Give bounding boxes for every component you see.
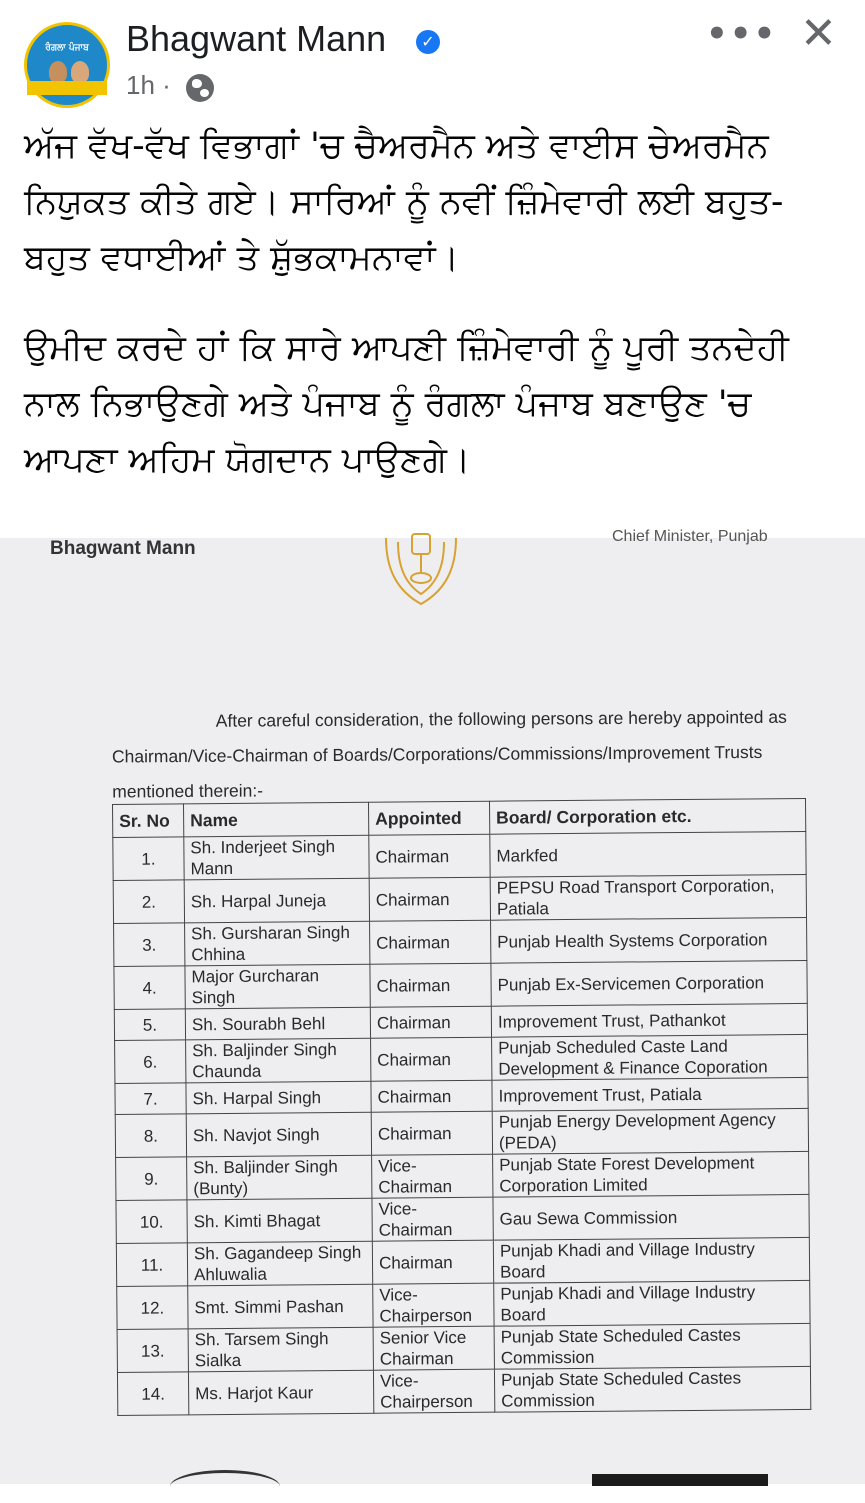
cell-board: Gau Sewa Commission [493, 1194, 809, 1240]
table-row [114, 960, 807, 1009]
cell-appointed: Chairman [371, 1080, 492, 1112]
cell-appointed: Chairman [369, 834, 490, 878]
appointments-table [112, 798, 811, 1416]
cell-sr: 1. [113, 837, 184, 881]
cell-board: Improvement Trust, Pathankot [491, 1003, 807, 1037]
table-row [117, 1280, 810, 1329]
cell-sr: 6. [115, 1040, 186, 1084]
cell-appointed: Chairman [369, 877, 490, 921]
cell-name: Sh. Inderjeet Singh Mann [184, 835, 369, 880]
cell-name: Sh. Tarsem Singh Sialka [188, 1327, 373, 1372]
cell-sr: 2. [113, 880, 184, 924]
table-row [117, 1366, 810, 1415]
cell-sr: 3. [114, 923, 185, 967]
cell-name: Major Gurcharan Singh [185, 964, 370, 1009]
cell-sr: 11. [116, 1243, 187, 1287]
verified-badge-icon: ✓ [416, 30, 440, 54]
column-header-appointed: Appointed [368, 801, 489, 835]
cell-sr: 10. [116, 1200, 187, 1244]
cell-appointed: Chairman [370, 1006, 491, 1038]
cell-sr: 7. [115, 1083, 186, 1115]
cell-sr: 14. [117, 1372, 188, 1416]
cell-name: Sh. Sourabh Behl [185, 1007, 370, 1040]
document-bottom-mark [170, 1470, 280, 1503]
document-intro [112, 700, 829, 810]
cell-sr: 13. [117, 1329, 188, 1373]
author-name[interactable]: Bhagwant Mann [126, 18, 387, 59]
state-emblem-icon [376, 528, 466, 612]
cell-name: Ms. Harjot Kaur [188, 1370, 373, 1415]
table-row [117, 1323, 810, 1372]
cell-name: Sh. Baljinder Singh (Bunty) [187, 1155, 372, 1200]
cell-board: PEPSU Road Transport Corporation, Patiala [490, 874, 806, 920]
cell-name: Sh. Gagandeep Singh Ahluwalia [187, 1241, 372, 1286]
table-row [113, 874, 806, 923]
table-row [115, 1034, 808, 1083]
meta-separator: · [162, 70, 171, 100]
cell-appointed: Vice-Chairman [372, 1197, 493, 1241]
column-header-board: Board/ Corporation etc. [489, 798, 805, 834]
cell-board: Markfed [490, 831, 806, 877]
table-row [115, 1108, 808, 1157]
post-time[interactable] [126, 70, 171, 101]
cell-appointed: Chairman [370, 963, 491, 1007]
cell-board: Punjab State Scheduled Castes Commission [494, 1366, 810, 1412]
post-text [24, 118, 844, 522]
cell-board: Punjab Health Systems Corporation [491, 917, 807, 963]
post-paragraph-1: ਅੱਜ ਵੱਖ-ਵੱਖ ਵਿਭਾਗਾਂ 'ਚ ਚੈਅਰਮੈਨ ਅਤੇ ਵਾਈਸ ਚੇਅਰਮੈਨ ਨਿਯੁਕਤ ਕੀਤੇ ਗਏ। ਸਾਰਿਆਂ ਨੂੰ ਨਵੀਂ ਜ਼ਿੰਮੇਵਾਰੀ ਲਈ ਬਹੁਤ-ਬਹੁਤ ਵਧਾਈਆਂ ਤੇ ਸ਼ੁੱਭਕਾਮਨਾਵਾਂ। [24, 126, 784, 278]
cell-board: Punjab Scheduled Caste Land Development & Finance Coporation [492, 1034, 808, 1080]
cell-name: Sh. Harpal Singh [186, 1081, 371, 1114]
cell-board: Punjab Energy Development Agency (PEDA) [492, 1108, 808, 1154]
cell-name: Sh. Baljinder Singh Chaunda [186, 1038, 371, 1083]
cell-board: Punjab State Forest Development Corporation Limited [493, 1151, 809, 1197]
cell-appointed: Vice-Chairperson [373, 1283, 494, 1327]
table-row [114, 917, 807, 966]
cell-name: Sh. Navjot Singh [186, 1112, 371, 1157]
cell-name: Smt. Simmi Pashan [188, 1284, 373, 1329]
cell-appointed: Chairman [371, 1111, 492, 1155]
document-intro-text: After careful consideration, the following persons are hereby appointed as Chairman/Vice-Chairman of Boards/Corporations/Commissions/Improvement Trusts mentioned therein:- [111, 706, 787, 802]
post-paragraph-2: ਉਮੀਦ ਕਰਦੇ ਹਾਂ ਕਿ ਸਾਰੇ ਆਪਣੀ ਜ਼ਿੰਮੇਵਾਰੀ ਨੂੰ ਪੂਰੀ ਤਨਦੇਹੀ ਨਾਲ ਨਿਭਾਉਣਗੇ ਅਤੇ ਪੰਜਾਬ ਨੂੰ ਰੰਗਲਾ ਪੰਜਾਬ ਬਣਾਉਣ 'ਚ ਆਪਣਾ ਅਹਿਮ ਯੋਗਦਾਨ ਪਾਉਣਗੇ। [24, 328, 789, 480]
table-row [113, 831, 806, 880]
avatar-person-2 [71, 61, 89, 83]
table-row [116, 1194, 809, 1243]
cell-appointed: Senior Vice Chairman [373, 1326, 494, 1370]
cell-sr: 5. [114, 1009, 185, 1041]
more-options-button[interactable]: ••• [706, 14, 778, 54]
post-image-document[interactable] [0, 528, 865, 1484]
avatar-logo-text: ਰੰਗਲਾ ਪੰਜਾਬ [45, 43, 89, 53]
cell-appointed: Chairman [370, 920, 491, 964]
cell-sr: 12. [117, 1286, 188, 1330]
cell-board: Improvement Trust, Patiala [492, 1077, 808, 1111]
cell-appointed: Vice-Chairperson [373, 1369, 494, 1413]
column-header-sr: Sr. No [113, 804, 184, 838]
cell-name: Sh. Gursharan Singh Chhina [185, 921, 370, 966]
cell-appointed: Chairman [372, 1240, 493, 1284]
document-bottom-bar [592, 1474, 768, 1486]
column-header-name: Name [184, 802, 369, 837]
cell-sr: 9. [116, 1157, 187, 1201]
profile-avatar[interactable] [24, 22, 110, 108]
cell-board: Punjab State Scheduled Castes Commission [494, 1323, 810, 1369]
cell-appointed: Vice-Chairman [372, 1154, 493, 1198]
cell-name: Sh. Kimti Bhagat [187, 1198, 372, 1243]
post-header [0, 0, 865, 110]
close-button[interactable]: ✕ [800, 8, 837, 59]
cell-name: Sh. Harpal Juneja [184, 878, 369, 923]
globe-icon [186, 74, 214, 102]
cell-board: Punjab Khadi and Village Industry Board [494, 1280, 810, 1326]
avatar-band [27, 81, 107, 95]
cell-sr: 8. [115, 1114, 186, 1158]
cell-board: Punjab Khadi and Village Industry Board [493, 1237, 809, 1283]
post-time-text: 1h [126, 70, 155, 100]
document-letterhead-name: Bhagwant Mann [50, 538, 196, 559]
cell-appointed: Chairman [371, 1037, 492, 1081]
table-row [116, 1151, 809, 1200]
document-office-title: Chief Minister, Punjab [612, 528, 768, 545]
avatar-person-1 [49, 61, 67, 83]
cell-board: Punjab Ex-Servicemen Corporation [491, 960, 807, 1006]
cell-sr: 4. [114, 966, 185, 1010]
table-row [116, 1237, 809, 1286]
